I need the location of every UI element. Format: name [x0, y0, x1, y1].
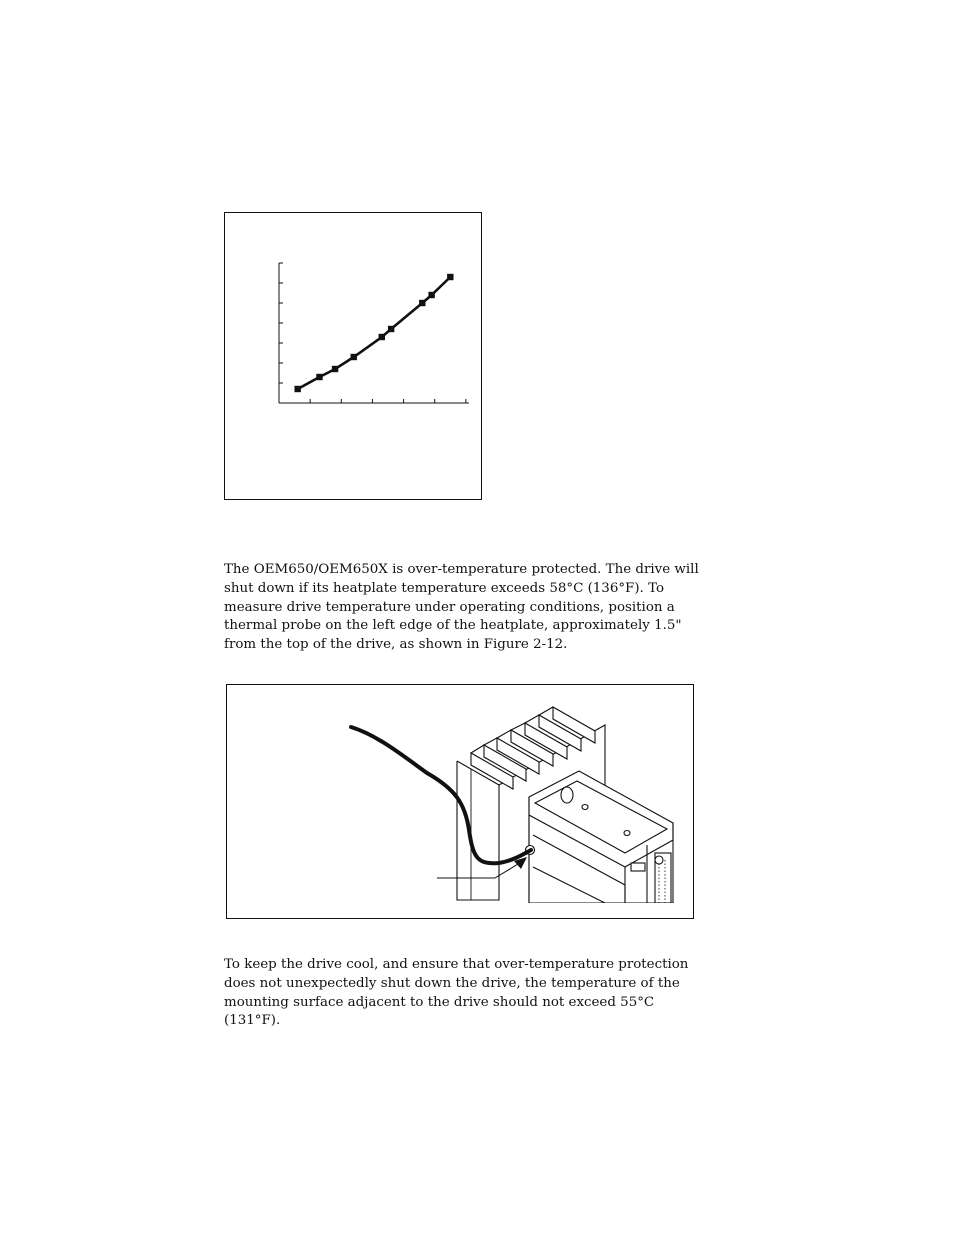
data-point [294, 386, 300, 392]
thermal-probe-figure [226, 684, 694, 919]
data-point [316, 374, 322, 380]
mounting-surface-paragraph: To keep the drive cool, and ensure that over-temperature protection does not unexpectedly shut down the drive, the temperature of the mounting surface adjacent to the drive should not exceed 55°C (131°F). [224, 957, 689, 1029]
data-point [351, 354, 357, 360]
series-line [298, 277, 451, 389]
data-point [419, 300, 425, 306]
data-point [388, 326, 394, 332]
chart-frame [224, 212, 482, 500]
data-point [379, 334, 385, 340]
drive-illustration [227, 685, 695, 920]
data-point [447, 274, 453, 280]
temperature-chart [225, 213, 483, 501]
data-point [332, 366, 338, 372]
data-point [428, 292, 434, 298]
drive-housing [529, 771, 673, 903]
over-temperature-paragraph: The OEM650/OEM650X is over-temperature protected. The drive will shut down if its heatplate temperature exceeds 58°C (136°F). To measure drive temperature under operating conditions, position a thermal probe on the left edge of the heatplate, approximately 1.5" from the top of the drive, as shown in Figure 2-12. [224, 562, 699, 653]
